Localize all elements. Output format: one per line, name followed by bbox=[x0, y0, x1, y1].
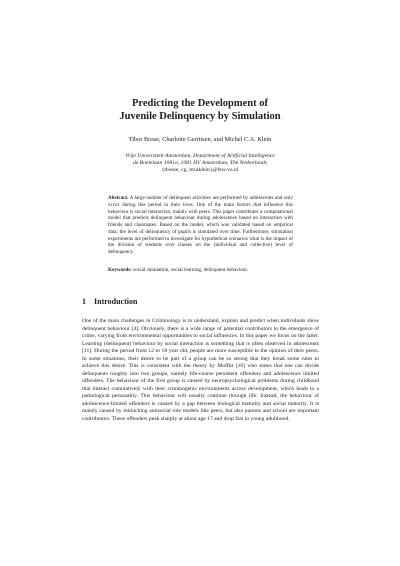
author-email: {tbosse, cg, mcaklein}@few.vu.nl bbox=[161, 167, 239, 174]
author-list: Tibor Bosse, Charlotte Gerritsen, and Michel C.A. Klein bbox=[128, 136, 272, 143]
title-line-1: Predicting the Development of bbox=[132, 98, 268, 109]
paper-title bbox=[60, 97, 340, 123]
keywords bbox=[108, 267, 293, 274]
section-title: Introduction bbox=[94, 297, 138, 306]
title-line-2: Juvenile Delinquency by Simulation bbox=[119, 111, 281, 122]
affiliation bbox=[60, 153, 340, 175]
keywords-label: Keywords: bbox=[108, 267, 132, 273]
intro-paragraph: One of the main challenges in Criminology is to understand, explain and predict when individuals show delinquent behaviour [4]. Obviously, there is a wide range of potential contributors to the emergence of crime, varying from environmental opportunities to social influences. In this paper we focus on the latter. Learning (delinquent) behaviour by social interaction is something that is often observed in adolescents [11]. During the period from 12 to 18 year old, people are more susceptible to the opinion of their peers. In some situations, their desire to be part of a group can be so strong that they break some rules to achieve this desire. This is consistent with the theory by Moffitt [10] who states that one can divide delinquents roughly into two groups, namely life-course persistent offenders and adolescence limited offenders. The behaviour of the first group is caused by neuropsychological problems during childhood that interact cumulatively with their criminogenic environments across development, which leads to a pathological personality. This behaviour will usually continue through life. Instead, the behaviour of adolescence-limited offenders is caused by a gap between biological maturity and social maturity. It is mainly caused by mimicking antisocial role models like peers, but also parents and school are important contributors. These offenders peak sharply at about age 17 and drop fast in young adulthood. bbox=[82, 318, 319, 422]
section-heading bbox=[82, 297, 137, 307]
affiliation-line-1: Vrije Universiteit Amsterdam, Department of Artificial Intelligence bbox=[125, 153, 275, 159]
section-number: 1 bbox=[82, 297, 86, 306]
abstract bbox=[108, 195, 293, 256]
affiliation-line-2: de Boelelaan 1081a, 1081 HV Amsterdam, The Netherlands bbox=[133, 160, 267, 167]
abstract-label: Abstract. bbox=[108, 195, 129, 201]
abstract-text: A large number of delinquent activities are performed by adolescents and only occur during this period in their lives. One of the main factors that influence this behaviour is social interaction, mainly with peers. This paper contributes a computational model that predicts delinquent behaviour during adolescence based on interaction with friends and classmates. Based on the model, which was validated based on empirical data, the level of delinquency of pupils is simulated over time. Furthermore, simulation experiments are performed to investigate for hypothetical scenarios what is the impact of the division of students over classes on the (individual and collective) level of delinquency. bbox=[108, 195, 293, 255]
keywords-text: social simulation, social learning, delinquent behaviour. bbox=[133, 267, 249, 273]
